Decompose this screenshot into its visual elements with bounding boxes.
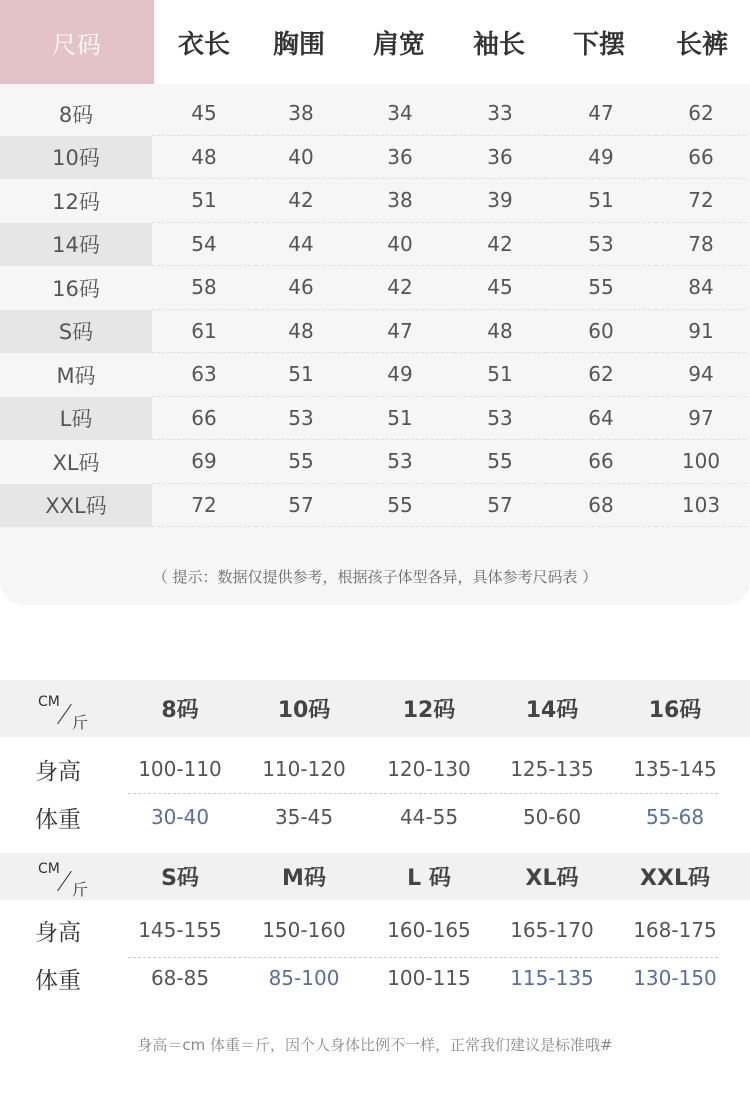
size-cell: 38 [346, 179, 454, 223]
height-row [0, 906, 750, 954]
size-cell: 54 [152, 223, 256, 267]
size-row-label: 10码 [0, 136, 152, 180]
size-cell: 42 [346, 266, 454, 310]
size-cell: 68 [546, 484, 656, 528]
size-cell: 51 [346, 397, 454, 441]
size-cell: 53 [454, 397, 546, 441]
size-cell: 66 [546, 440, 656, 484]
size-cell: 42 [454, 223, 546, 267]
size-header: XXL码 [640, 866, 710, 891]
weight-row [0, 793, 750, 841]
size-cell: 47 [346, 310, 454, 354]
weight-row [0, 954, 750, 1002]
size-row [0, 223, 750, 267]
height-value: 135-145 [633, 757, 717, 781]
size-row [0, 397, 750, 441]
size-cell: 100 [656, 440, 746, 484]
column-header-length: 衣长 [177, 29, 230, 60]
size-cell: 78 [656, 223, 746, 267]
size-cell: 91 [656, 310, 746, 354]
height-value: 125-135 [510, 757, 594, 781]
height-value: 165-170 [510, 918, 594, 942]
size-chart-rows [0, 92, 750, 527]
size-header: 16码 [648, 698, 702, 723]
height-value: 110-120 [262, 757, 346, 781]
size-cell: 44 [256, 223, 346, 267]
size-cell: 97 [656, 397, 746, 441]
size-header: 12码 [402, 698, 456, 723]
column-header-chest: 胸围 [272, 29, 325, 60]
size-cell: 53 [256, 397, 346, 441]
weight-label: 体重 [35, 806, 81, 833]
size-cell: 53 [546, 223, 656, 267]
height-value: 120-130 [387, 757, 471, 781]
size-cell: 49 [546, 136, 656, 180]
size-cell: 53 [346, 440, 454, 484]
size-header: 14码 [525, 698, 579, 723]
size-cell: 64 [546, 397, 656, 441]
size-cell: 63 [152, 353, 256, 397]
weight-label: 体重 [35, 967, 81, 994]
weight-value: 55-68 [645, 805, 705, 829]
size-cell: 34 [346, 92, 454, 136]
size-cell: 94 [656, 353, 746, 397]
column-header-sleeve: 袖长 [472, 29, 525, 60]
weight-value: 68-85 [150, 966, 210, 990]
size-cell: 62 [656, 92, 746, 136]
size-row [0, 440, 750, 484]
size-cell: 69 [152, 440, 256, 484]
size-row-label: 16码 [52, 276, 100, 301]
weight-value: 85-100 [268, 966, 340, 990]
size-cell: 72 [152, 484, 256, 528]
size-cell: 84 [656, 266, 746, 310]
size-row [0, 310, 750, 354]
size-header: 10码 [277, 698, 331, 723]
height-weight-table-teen [0, 853, 750, 1002]
size-header: L 码 [407, 866, 451, 891]
size-row-label: XL码 [52, 450, 100, 475]
size-row-label: M码 [56, 363, 96, 388]
size-cell: 49 [346, 353, 454, 397]
size-row-label: 14码 [0, 223, 152, 267]
size-cell: 38 [256, 92, 346, 136]
size-row [0, 266, 750, 310]
size-cell: 103 [656, 484, 746, 528]
size-cell: 55 [256, 440, 346, 484]
hw-table-header [0, 680, 750, 737]
size-cell: 48 [454, 310, 546, 354]
unit-cm: CM [38, 861, 60, 877]
size-cell: 45 [454, 266, 546, 310]
size-header: 8码 [161, 698, 199, 723]
size-cell: 48 [256, 310, 346, 354]
size-cell: 36 [346, 136, 454, 180]
size-header: XL码 [525, 866, 579, 891]
size-cell: 60 [546, 310, 656, 354]
height-weight-table-kids [0, 680, 750, 841]
weight-value: 35-45 [274, 805, 334, 829]
size-cell: 51 [256, 353, 346, 397]
height-value: 168-175 [633, 918, 717, 942]
size-header: S码 [161, 866, 199, 891]
size-cell: 57 [454, 484, 546, 528]
size-row [0, 179, 750, 223]
weight-value: 30-40 [150, 805, 210, 829]
weight-value: 50-60 [522, 805, 582, 829]
size-chart-header [0, 0, 750, 84]
size-row [0, 136, 750, 180]
size-cell: 58 [152, 266, 256, 310]
height-value: 145-155 [138, 918, 222, 942]
size-cell: 40 [256, 136, 346, 180]
row-divider [128, 957, 718, 958]
height-value: 150-160 [262, 918, 346, 942]
size-cell: 42 [256, 179, 346, 223]
height-value: 160-165 [387, 918, 471, 942]
hw-table-header [0, 853, 750, 900]
size-cell: 62 [546, 353, 656, 397]
size-cell: 33 [454, 92, 546, 136]
size-corner-label: 尺码 [0, 0, 154, 84]
size-cell: 45 [152, 92, 256, 136]
size-cell: 36 [454, 136, 546, 180]
size-cell: 55 [454, 440, 546, 484]
size-row [0, 353, 750, 397]
size-cell: 55 [346, 484, 454, 528]
size-cell: 51 [454, 353, 546, 397]
weight-value: 115-135 [510, 966, 594, 990]
size-cell: 61 [152, 310, 256, 354]
size-header: M码 [282, 866, 326, 891]
size-cell: 72 [656, 179, 746, 223]
height-label: 身高 [35, 919, 81, 946]
column-header-pants: 长裤 [675, 29, 728, 60]
size-row [0, 92, 750, 136]
unit-label [0, 853, 116, 900]
unit-label [0, 680, 116, 737]
size-cell: 66 [656, 136, 746, 180]
size-cell: 46 [256, 266, 346, 310]
size-cell: 57 [256, 484, 346, 528]
size-row-label: 8码 [58, 102, 94, 127]
size-row-label: 12码 [52, 189, 100, 214]
size-chart-note: （ 提示：数据仅提供参考，根据孩子体型各异，具体参考尺码表 ） [152, 568, 598, 586]
size-row-label: L码 [0, 397, 152, 441]
size-cell: 55 [546, 266, 656, 310]
size-row [0, 484, 750, 528]
size-cell: 51 [152, 179, 256, 223]
height-row [0, 745, 750, 793]
unit-cm: CM [38, 694, 60, 710]
size-cell: 48 [152, 136, 256, 180]
column-header-hem: 下摆 [572, 29, 625, 60]
weight-value: 130-150 [633, 966, 717, 990]
footer-note: 身高＝cm 体重＝斤，因个人身体比例不一样，正常我们建议是标准哦# [137, 1036, 613, 1054]
size-row-label: XXL码 [0, 484, 152, 528]
weight-value: 100-115 [387, 966, 471, 990]
unit-jin: 斤 [72, 880, 89, 899]
size-cell: 39 [454, 179, 546, 223]
size-cell: 47 [546, 92, 656, 136]
column-header-shoulder: 肩宽 [372, 29, 425, 60]
size-cell: 40 [346, 223, 454, 267]
size-cell: 66 [152, 397, 256, 441]
unit-jin: 斤 [72, 713, 89, 732]
size-row-label: S码 [0, 310, 152, 354]
row-divider [128, 793, 718, 794]
height-label: 身高 [35, 758, 81, 785]
height-value: 100-110 [138, 757, 222, 781]
size-cell: 51 [546, 179, 656, 223]
weight-value: 44-55 [399, 805, 459, 829]
